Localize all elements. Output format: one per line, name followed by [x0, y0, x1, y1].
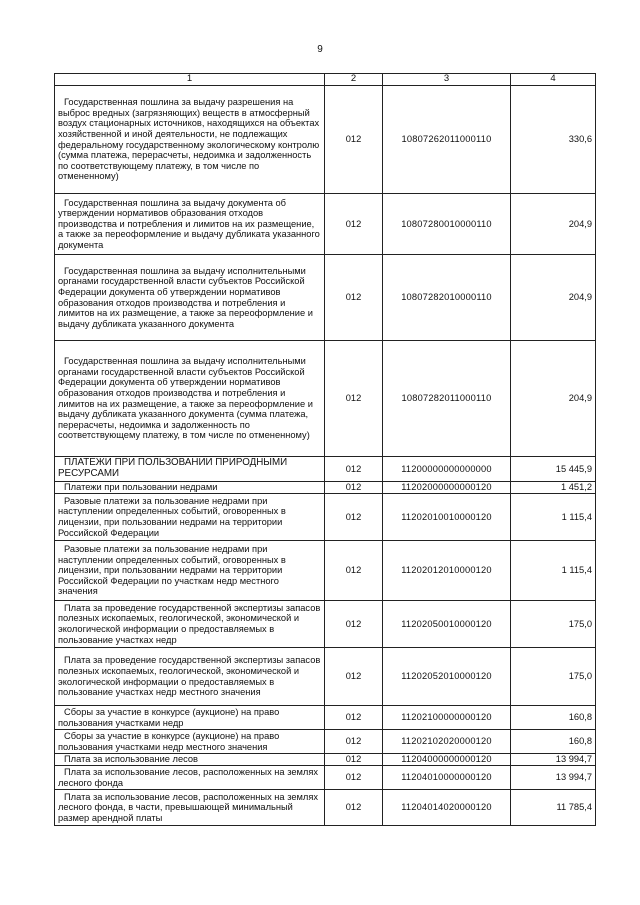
row-admin-code: 012 [325, 648, 383, 706]
row-budget-code: 10807282010000110 [383, 255, 511, 341]
row-amount: 160,8 [511, 706, 596, 730]
row-amount: 15 445,9 [511, 457, 596, 482]
row-description: Плата за проведение государственной экспертизы запасов полезных ископаемых, геологической, экономической и экологической информации о предоставляемых в пользование участках недр [55, 601, 325, 648]
row-description: Разовые платежи за пользование недрами при наступлении определенных событий, оговоренных в лицензии, при пользовании недрами на территории Российской Федерации по участкам недр местного значения [55, 541, 325, 601]
row-amount: 330,6 [511, 86, 596, 194]
row-description: Государственная пошлина за выдачу исполнительными органами государственной власти субъектов Российской Федерации документа об утверждении нормативов образования отходов производства и потребления и лимитов на их размещение, а также за переоформление и выдачу дубликата указанного документа (сумма платежа, перерасчеты, недоимка и задолженность по соответствующему платежу, в том числе по отмененному) [55, 341, 325, 457]
row-budget-code: 11204010000000120 [383, 766, 511, 790]
row-budget-code: 11202000000000120 [383, 482, 511, 494]
row-admin-code: 012 [325, 541, 383, 601]
row-admin-code: 012 [325, 194, 383, 255]
row-description: Государственная пошлина за выдачу исполнительными органами государственной власти субъектов Российской Федерации документа об утверждении нормативов образования отходов производства и потребления и лимитов на их размещение, а также за переоформление и выдачу дубликата указанного документа [55, 255, 325, 341]
row-amount: 204,9 [511, 255, 596, 341]
row-description: Государственная пошлина за выдачу документа об утверждении нормативов образования отходов производства и потребления и лимитов на их размещение, а также за переоформление и выдачу дубликата указанного документа [55, 194, 325, 255]
row-amount: 1 115,4 [511, 494, 596, 541]
table-row [55, 341, 596, 457]
table-row [55, 730, 596, 754]
row-admin-code: 012 [325, 706, 383, 730]
table-row [55, 255, 596, 341]
row-amount: 175,0 [511, 648, 596, 706]
row-amount: 13 994,7 [511, 766, 596, 790]
row-budget-code: 11204000000000120 [383, 754, 511, 766]
revenue-table [54, 73, 596, 826]
row-amount: 160,8 [511, 730, 596, 754]
row-budget-code: 10807262011000110 [383, 86, 511, 194]
row-amount: 13 994,7 [511, 754, 596, 766]
row-amount: 1 115,4 [511, 541, 596, 601]
row-amount: 175,0 [511, 601, 596, 648]
row-admin-code: 012 [325, 482, 383, 494]
table-row [55, 790, 596, 826]
table-header-row [55, 74, 596, 86]
row-description: Сборы за участие в конкурсе (аукционе) на право пользования участками недр местного значения [55, 730, 325, 754]
row-admin-code: 012 [325, 766, 383, 790]
row-admin-code: 012 [325, 457, 383, 482]
table-row [55, 86, 596, 194]
table-row [55, 754, 596, 766]
table-row [55, 601, 596, 648]
row-admin-code: 012 [325, 255, 383, 341]
row-admin-code: 012 [325, 730, 383, 754]
row-amount: 11 785,4 [511, 790, 596, 826]
table-row [55, 494, 596, 541]
row-description: Сборы за участие в конкурсе (аукционе) на право пользования участками недр [55, 706, 325, 730]
row-admin-code: 012 [325, 601, 383, 648]
row-admin-code: 012 [325, 494, 383, 541]
row-description: Государственная пошлина за выдачу разрешения на выброс вредных (загрязняющих) веществ в атмосферный воздух стационарных источников, находящихся на объектах хозяйственной и иной деятельности, не подлежащих федеральному государственному экологическому контролю (сумма платежа, перерасчеты, недоимка и задолженность по соответствующему платежу, в том числе по отмененному) [55, 86, 325, 194]
row-amount: 1 451,2 [511, 482, 596, 494]
row-amount: 204,9 [511, 341, 596, 457]
table-row [55, 457, 596, 482]
column-header: 2 [325, 74, 383, 86]
row-admin-code: 012 [325, 341, 383, 457]
row-description: Плата за использование лесов, расположенных на землях лесного фонда [55, 766, 325, 790]
row-budget-code: 11202012010000120 [383, 541, 511, 601]
row-admin-code: 012 [325, 754, 383, 766]
row-budget-code: 11200000000000000 [383, 457, 511, 482]
page-number: 9 [317, 44, 323, 55]
row-description: Платежи при пользовании недрами [55, 482, 325, 494]
row-description: Плата за проведение государственной экспертизы запасов полезных ископаемых, геологической, экономической и экологической информации о предоставляемых в пользование участках недр местного значения [55, 648, 325, 706]
table-row [55, 541, 596, 601]
table-row [55, 194, 596, 255]
row-budget-code: 10807282011000110 [383, 341, 511, 457]
row-budget-code: 11202102020000120 [383, 730, 511, 754]
row-description: Разовые платежи за пользование недрами при наступлении определенных событий, оговоренных в лицензии, при пользовании недрами на территории Российской Федерации [55, 494, 325, 541]
row-budget-code: 10807280010000110 [383, 194, 511, 255]
row-admin-code: 012 [325, 790, 383, 826]
row-description: Плата за использование лесов, расположенных на землях лесного фонда, в части, превышающей минимальный размер арендной платы [55, 790, 325, 826]
row-budget-code: 11204014020000120 [383, 790, 511, 826]
table-row [55, 706, 596, 730]
column-header: 3 [383, 74, 511, 86]
table-row [55, 766, 596, 790]
row-description: Плата за использование лесов [55, 754, 325, 766]
column-header: 1 [55, 74, 325, 86]
table-row [55, 482, 596, 494]
row-budget-code: 11202050010000120 [383, 601, 511, 648]
row-amount: 204,9 [511, 194, 596, 255]
row-admin-code: 012 [325, 86, 383, 194]
row-budget-code: 11202052010000120 [383, 648, 511, 706]
row-budget-code: 11202100000000120 [383, 706, 511, 730]
column-header: 4 [511, 74, 596, 86]
row-description: ПЛАТЕЖИ ПРИ ПОЛЬЗОВАНИИ ПРИРОДНЫМИ РЕСУРСАМИ [55, 457, 325, 482]
table-row [55, 648, 596, 706]
row-budget-code: 11202010010000120 [383, 494, 511, 541]
